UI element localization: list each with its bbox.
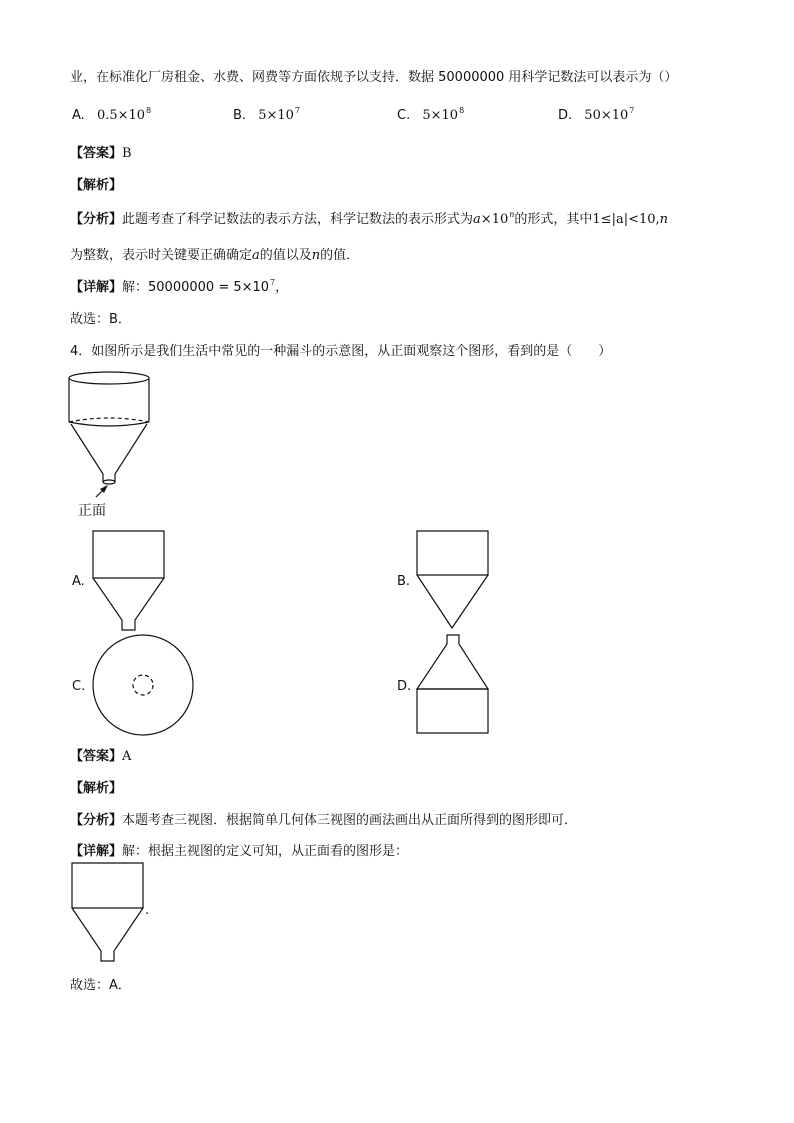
fenxi-text: 的值．: [320, 248, 360, 263]
detail-end: ，: [275, 280, 289, 295]
fenxi-tag: 【分析】: [70, 813, 123, 828]
q4-option-b-label: B.: [397, 574, 411, 589]
formula-range: 1≤|a|<10,: [592, 212, 660, 227]
option-value: 5×10: [422, 108, 459, 123]
solution-cone: [72, 908, 143, 961]
formula-a: a: [473, 212, 481, 227]
detail-text: 解：根据主视图的定义可知，从正面看的图形是：: [122, 844, 409, 859]
detail-tag: 【详解】: [70, 844, 123, 859]
option-label: C.: [397, 108, 411, 123]
detail-tag: 【详解】: [70, 280, 123, 295]
q4-option-d-label: D.: [397, 679, 412, 694]
formula-a: a: [252, 248, 260, 263]
fenxi-text: 本题考查三视图．根据简单几何体三视图的画法画出从正面所得到的图形即可．: [122, 813, 578, 828]
formula-range-n: n: [659, 212, 669, 227]
q4-analysis-tag: 【解析】: [70, 781, 123, 796]
q3-analysis-tag: 【解析】: [70, 178, 123, 193]
option-label: A.: [72, 108, 85, 123]
option-label: B.: [233, 108, 247, 123]
detail-exponent: 7: [270, 278, 276, 287]
option-exponent: 8: [459, 106, 465, 115]
answer-value: A: [122, 749, 132, 764]
option-label: D.: [558, 108, 573, 123]
fenxi-text: 的值以及: [259, 248, 312, 263]
q4-choose: 故选：A．: [70, 978, 131, 993]
option-value: 5×10: [258, 108, 294, 123]
detail-text: 解：50000000 = 5×10: [122, 280, 270, 295]
q3-stem-line: 业，在标准化厂房租金、水费、网费等方面依规予以支持．数据 50000000 用科学记数法可以表示为（）: [70, 70, 678, 85]
q4-stem: 4．如图所示是我们生活中常见的一种漏斗的示意图，从正面观察这个图形，看到的是（ ）: [70, 344, 612, 359]
fenxi-text: 此题考查了科学记数法的表示方法，科学记数法的表示形式为: [122, 212, 474, 227]
option-exponent: 7: [629, 106, 635, 115]
q4-option-a-label: A.: [72, 574, 85, 589]
answer-tag: 【答案】: [70, 749, 123, 764]
solution-rectangle: [72, 863, 143, 908]
fenxi-tag: 【分析】: [70, 212, 123, 227]
option-exponent: 8: [146, 106, 152, 115]
formula-n: n: [311, 248, 321, 263]
answer-tag: 【答案】: [70, 146, 123, 161]
q3-choose: 故选：B．: [70, 312, 131, 327]
formula-n: n: [509, 210, 515, 219]
fenxi-text: 为整数，表示时关键要正确确定: [70, 248, 253, 263]
answer-value: B: [122, 146, 132, 161]
front-label: 正面: [78, 503, 106, 519]
q4-option-c-label: C.: [72, 679, 86, 694]
option-value: 0.5×10: [96, 108, 146, 123]
fenxi-text: 的形式，其中: [514, 212, 593, 227]
solution-period: .: [145, 903, 150, 918]
formula-times: ×10: [480, 212, 509, 227]
option-exponent: 7: [294, 106, 301, 115]
option-value: 50×10: [584, 108, 629, 123]
